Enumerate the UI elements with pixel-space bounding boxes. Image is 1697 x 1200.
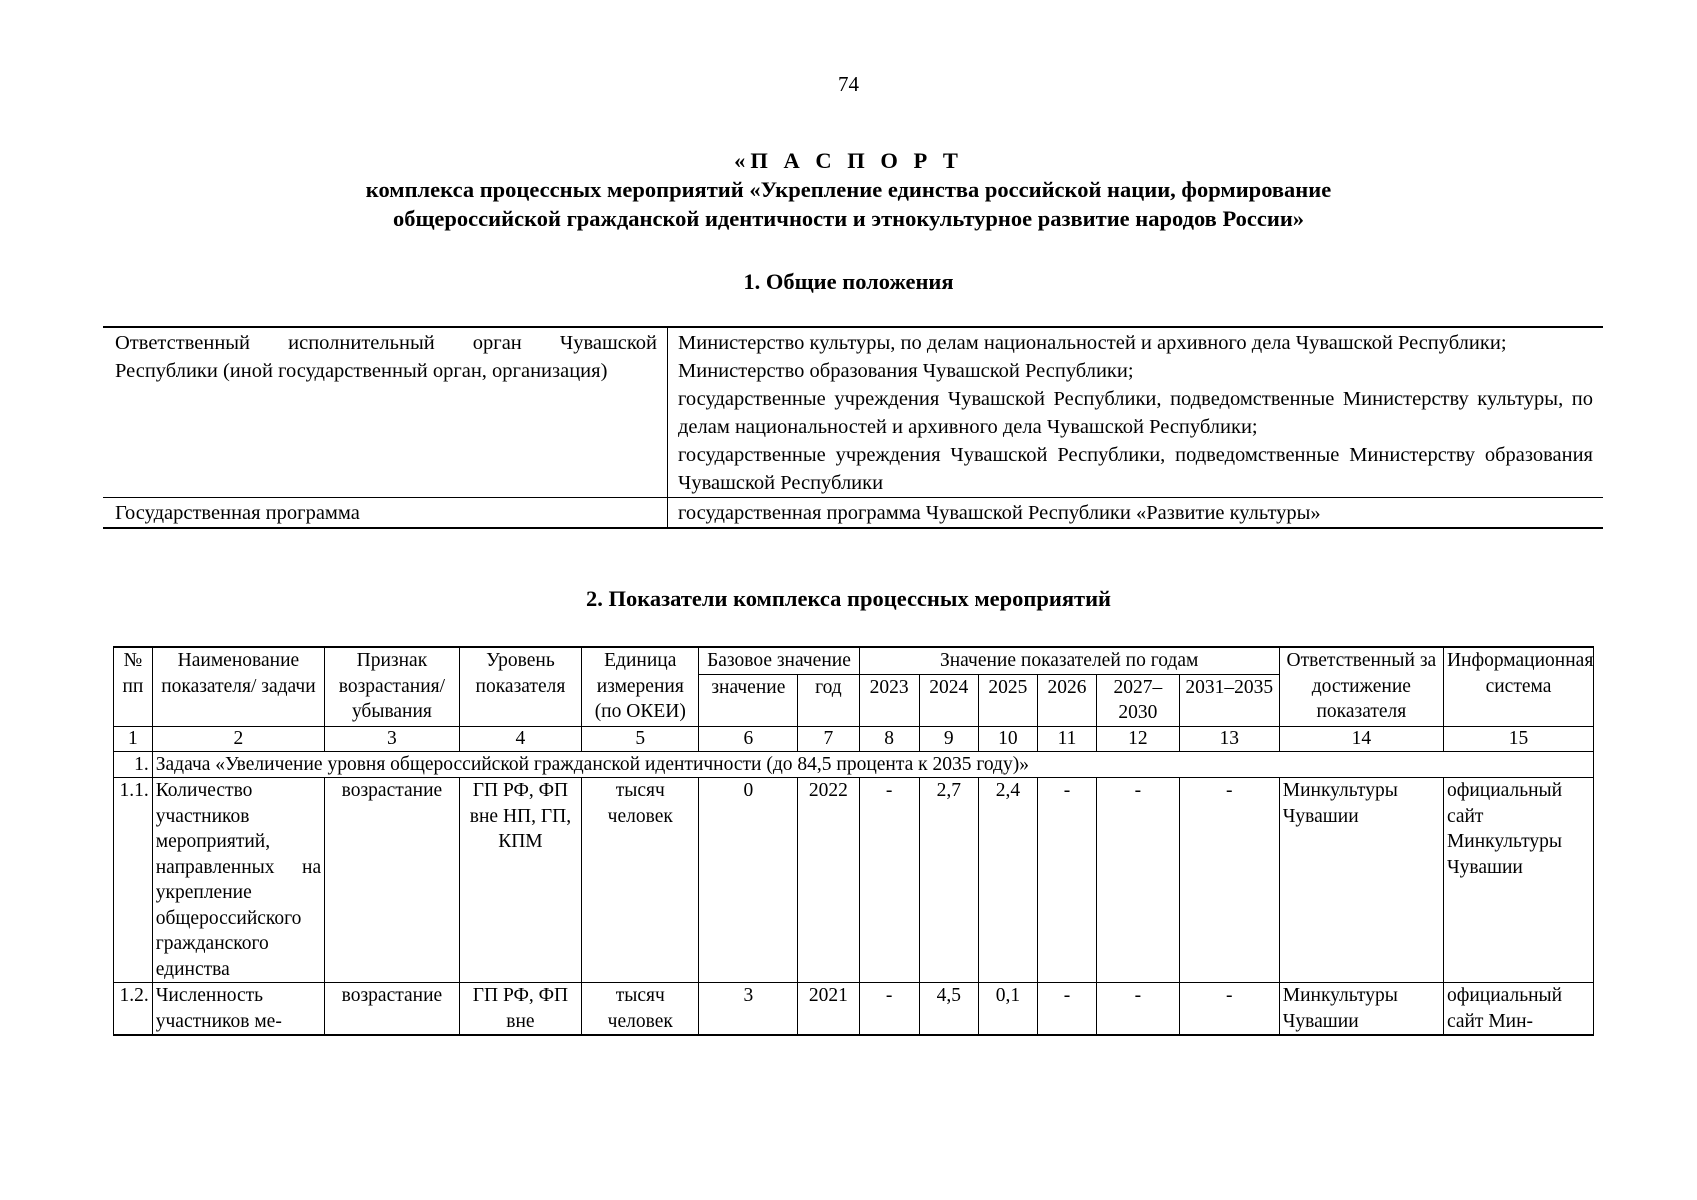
state-program-value: государственная программа Чувашской Республики «Развитие культуры» (668, 498, 1604, 529)
indicator-name: Количество участников мероприятий, направленных на укрепление общероссийского гражданского единства (152, 778, 324, 983)
column-number: 10 (978, 726, 1037, 751)
col-header-base-year: год (798, 674, 859, 726)
authority-line: государственные учреждения Чувашской Республики, подведомственные Министерству культуры, по делам национальностей и архивного дела Чувашской Республики; (678, 388, 1593, 438)
col-header-info-system: Информационная система (1443, 647, 1593, 726)
indicator-sign: возрастание (325, 983, 460, 1036)
title-passport: «П А С П О Р Т (734, 148, 963, 173)
indicator-info-system: официальный сайт Минкультуры Чувашии (1443, 778, 1593, 983)
indicator-value-2026: - (1037, 778, 1096, 983)
column-number: 5 (582, 726, 699, 751)
indicator-row (114, 778, 1594, 983)
col-header-year: 2023 (859, 674, 919, 726)
indicator-value-2026: - (1037, 983, 1096, 1036)
column-number: 14 (1279, 726, 1443, 751)
authority-line: Министерство образования Чувашской Республики; (678, 360, 1134, 382)
indicator-base-value: 3 (699, 983, 798, 1036)
col-header-year: 2031–2035 (1179, 674, 1279, 726)
document-title (0, 146, 1697, 233)
title-line-3: общероссийской гражданской идентичности и этнокультурное развитие народов России» (392, 206, 1305, 231)
indicator-info-system: официальный сайт Мин- (1443, 983, 1593, 1036)
title-line-2: комплекса процессных мероприятий «Укрепление единства российской нации, формирование (365, 177, 1332, 202)
general-provisions-table (103, 326, 1603, 529)
authority-line: Министерство культуры, по делам национальностей и архивного дела Чувашской Республики; (678, 332, 1507, 354)
indicator-value-2023: - (859, 778, 919, 983)
col-header-year: 2024 (919, 674, 978, 726)
indicator-value-2031-2035: - (1179, 983, 1279, 1036)
col-header-responsible: Ответственный за достижение показателя (1279, 647, 1443, 726)
indicator-number: 1.2. (114, 983, 153, 1036)
column-number: 6 (699, 726, 798, 751)
indicator-base-value: 0 (699, 778, 798, 983)
col-header-year: 2027–2030 (1097, 674, 1180, 726)
column-number: 2 (152, 726, 324, 751)
page-number: 74 (838, 72, 859, 96)
indicator-value-2031-2035: - (1179, 778, 1279, 983)
task-text: Задача «Увеличение уровня общероссийской гражданской идентичности (до 84,5 процента к 2035 году)» (152, 751, 1593, 778)
section-1-heading: 1. Общие положения (743, 269, 954, 294)
task-row (114, 751, 1594, 778)
header-row (114, 647, 1594, 674)
responsible-authority-label: Ответственный исполнительный орган Чувашской Республики (иной государственный орган, организация) (103, 327, 668, 498)
column-numbers-row (114, 726, 1594, 751)
indicator-value-2024: 4,5 (919, 983, 978, 1036)
col-header-level: Уровень показателя (459, 647, 581, 726)
column-number: 3 (325, 726, 460, 751)
indicator-value-2025: 0,1 (978, 983, 1037, 1036)
authority-line: государственные учреждения Чувашской Республики, подведомственные Министерству образования Чувашской Республики (678, 444, 1593, 494)
column-number: 15 (1443, 726, 1593, 751)
task-number: 1. (114, 751, 153, 778)
col-header-year: 2025 (978, 674, 1037, 726)
col-header-year: 2026 (1037, 674, 1096, 726)
indicator-value-2027-2030: - (1097, 778, 1180, 983)
responsible-authority-values (668, 327, 1604, 498)
col-header-by-years: Значение показателей по годам (859, 647, 1279, 674)
indicator-number: 1.1. (114, 778, 153, 983)
indicator-unit: тысяч человек (582, 778, 699, 983)
indicator-row (114, 983, 1594, 1036)
column-number: 12 (1097, 726, 1180, 751)
section-2-heading: 2. Показатели комплекса процессных мероприятий (585, 586, 1111, 611)
indicator-value-2024: 2,7 (919, 778, 978, 983)
indicator-base-year: 2022 (798, 778, 859, 983)
col-header-base-value: значение (699, 674, 798, 726)
col-header-num: № пп (114, 647, 153, 726)
column-number: 11 (1037, 726, 1096, 751)
state-program-label: Государственная программа (103, 498, 668, 529)
indicator-sign: возрастание (325, 778, 460, 983)
column-number: 9 (919, 726, 978, 751)
indicator-responsible: Минкультуры Чувашии (1279, 983, 1443, 1036)
column-number: 7 (798, 726, 859, 751)
col-header-name: Наименование показателя/ задачи (152, 647, 324, 726)
indicator-value-2025: 2,4 (978, 778, 1037, 983)
col-header-sign: Признак возрастания/ убывания (325, 647, 460, 726)
indicator-unit: тысяч человек (582, 983, 699, 1036)
col-header-base: Базовое значение (699, 647, 859, 674)
col-header-unit: Единица измерения (по ОКЕИ) (582, 647, 699, 726)
indicator-level: ГП РФ, ФП вне (459, 983, 581, 1036)
indicator-level: ГП РФ, ФП вне НП, ГП, КПМ (459, 778, 581, 983)
indicator-responsible: Минкультуры Чувашии (1279, 778, 1443, 983)
column-number: 8 (859, 726, 919, 751)
responsible-authority-row (103, 327, 1603, 498)
column-number: 13 (1179, 726, 1279, 751)
indicator-value-2027-2030: - (1097, 983, 1180, 1036)
indicator-value-2023: - (859, 983, 919, 1036)
indicator-base-year: 2021 (798, 983, 859, 1036)
column-number: 4 (459, 726, 581, 751)
column-number: 1 (114, 726, 153, 751)
state-program-row (103, 498, 1603, 529)
indicator-name: Численность участников ме- (152, 983, 324, 1036)
indicators-table (113, 646, 1594, 1036)
